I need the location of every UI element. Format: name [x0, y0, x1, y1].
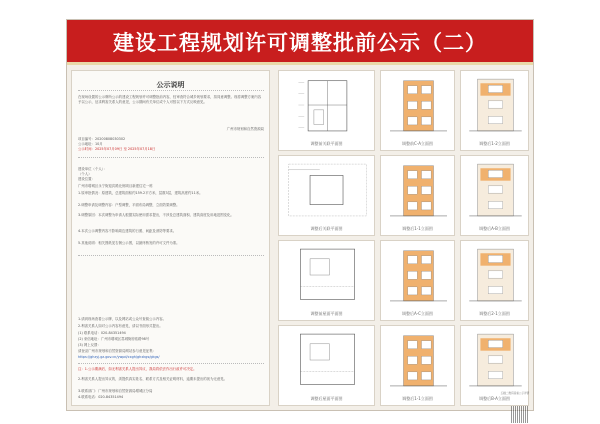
applicant-label: 建设单位（个人）：	[78, 167, 107, 171]
notice-org: 广州市规划和自然资源局	[226, 127, 264, 131]
title-banner	[67, 20, 533, 62]
drawing-figure	[381, 326, 455, 406]
body-line-6: 5.其他说明：相关图纸见右侧公示图，以最终核发的许可文件为准。	[78, 241, 180, 245]
feedback-divider	[78, 363, 264, 364]
ids-divider	[78, 157, 264, 158]
drawing-figure	[461, 156, 529, 236]
tail-line-3: 3.联系部门：广州市规划和自然资源局增城区分局	[78, 389, 153, 393]
body-line-5: 4.本次公示调整内容不影响周边建筑的日照、间距及消防等要求。	[78, 229, 177, 233]
drawing-caption: 调整后A-C立面图	[402, 311, 433, 316]
drawing-figure	[461, 71, 529, 151]
drawing-caption: 调整后2-1立面图	[479, 311, 510, 316]
drawing-caption: 调整后B-A立面图	[479, 396, 510, 401]
drawing-panel-4	[278, 155, 375, 236]
drawing-panel-5	[380, 155, 455, 236]
drawing-panel-1	[278, 70, 375, 151]
heading-divider	[78, 90, 264, 91]
drawing-figure	[279, 156, 375, 236]
notice-heading: 公示说明	[156, 81, 185, 89]
drawing-figure	[461, 241, 529, 321]
drawing-caption: 调整前屋面平面图	[310, 311, 343, 316]
body-line-4: 3.调整原因：本次调整为申请人根据实际使用需求提出，不涉及总建筑面积、建筑高度及用地范围变化。	[78, 213, 234, 217]
drawing-panel-6	[460, 155, 529, 236]
feedback-link[interactable]: https://ghzyj.gz.gov.cn/ywpd/cxgh/ghxkgs/gkgs/	[78, 355, 160, 359]
drawing-caption: 调整后1-2立面图	[479, 141, 510, 146]
drawing-panel-10	[278, 325, 375, 406]
notice-intro: 在现场设置的公示牌所公示的建设工程规划许可调整批前内容，经审查符合城乡规划要求，拟同意调整。现将调整方案内容予以公示，征求利害关系人的意见，公示期间有关单位或个人可按以下方式反映意见。	[78, 95, 262, 104]
body-line-1: 广州市增城区永宁街迎宾路北侧项目新建住宅一栋	[78, 184, 153, 188]
applicant-name: （个人）	[78, 172, 92, 176]
feedback-line-3: (1) 联系电话：020-84351494	[78, 331, 126, 335]
drawing-figure	[381, 156, 455, 236]
body-line-2: 1.原审批情况：原建筑，总建筑面积约159.2平方米，层数3层，建筑高度约11米。	[78, 191, 203, 195]
drawing-figure	[381, 241, 455, 321]
qr-caption: 扫描二维码查看公示详情	[500, 392, 530, 395]
banner-rule	[67, 62, 533, 65]
page-title: 建设工程规划许可调整批前公示（二）	[113, 31, 487, 55]
feedback-line-1: 1.请到现场查看公示牌，以及网站或公众号查阅公示内容。	[78, 317, 166, 321]
drawing-panel-11	[380, 325, 455, 406]
drawing-figure	[381, 71, 455, 151]
project-id: 项目编号：20200808030302	[78, 137, 126, 141]
qr-code-icon[interactable]	[511, 406, 528, 423]
drawing-caption: 调整后1-1立面图	[402, 396, 433, 401]
notice-board	[66, 19, 534, 411]
drawing-caption: 调整后屋面平面图	[310, 396, 343, 401]
body-divider	[78, 255, 264, 256]
drawing-caption: 调整后关联平面图	[310, 226, 343, 231]
drawing-panel-2	[380, 70, 455, 151]
tail-line-2: 2.利害关系人提出异议的，须提供真实姓名、联系方式及相关证明材料，逾期未提出的视为无意见。	[78, 377, 228, 381]
notice-location: 公示地址：10月	[78, 142, 103, 146]
body-line-3: 2.调整申请及调整内容：户型调整，平面布局调整，立面效果调整。	[78, 203, 180, 207]
drawing-figure	[279, 241, 375, 321]
tail-line-4: 4.联系电话：020-84351494	[78, 395, 124, 399]
tail-line-1: 注：1.公示期满后，如无利害关系人提出异议，我局将依法作出行政许可决定。	[78, 367, 197, 371]
location-label: 建设位置：	[78, 177, 95, 181]
drawing-figure	[279, 71, 375, 151]
feedback-line-4: (2) 来信地址：广州市增城区荔城街府佑路98号	[78, 337, 150, 341]
drawing-figure	[279, 326, 375, 406]
feedback-line-6: 请登录广州市规划和自然资源局网站参与意见征集：	[78, 349, 156, 353]
drawing-caption: 调整后1-1立面图	[402, 226, 433, 231]
drawing-caption: 调整前关联平面图	[310, 141, 343, 146]
notice-column	[71, 70, 270, 406]
drawing-panel-8	[380, 240, 455, 321]
drawing-panel-3	[460, 70, 529, 151]
drawing-panel-7	[278, 240, 375, 321]
drawing-caption: 调整前C-A立面图	[402, 141, 433, 146]
feedback-line-5: (3) 网上反馈：	[78, 343, 101, 347]
feedback-line-2: 2.利害关系人如对公示内容有意见，请以书面形式提出。	[78, 324, 163, 328]
drawing-caption: 调整后A-B立面图	[479, 226, 510, 231]
notice-period: 公示时间：2025年07月09日 至 2025年07月18日	[78, 147, 156, 151]
drawing-panel-9	[460, 240, 529, 321]
